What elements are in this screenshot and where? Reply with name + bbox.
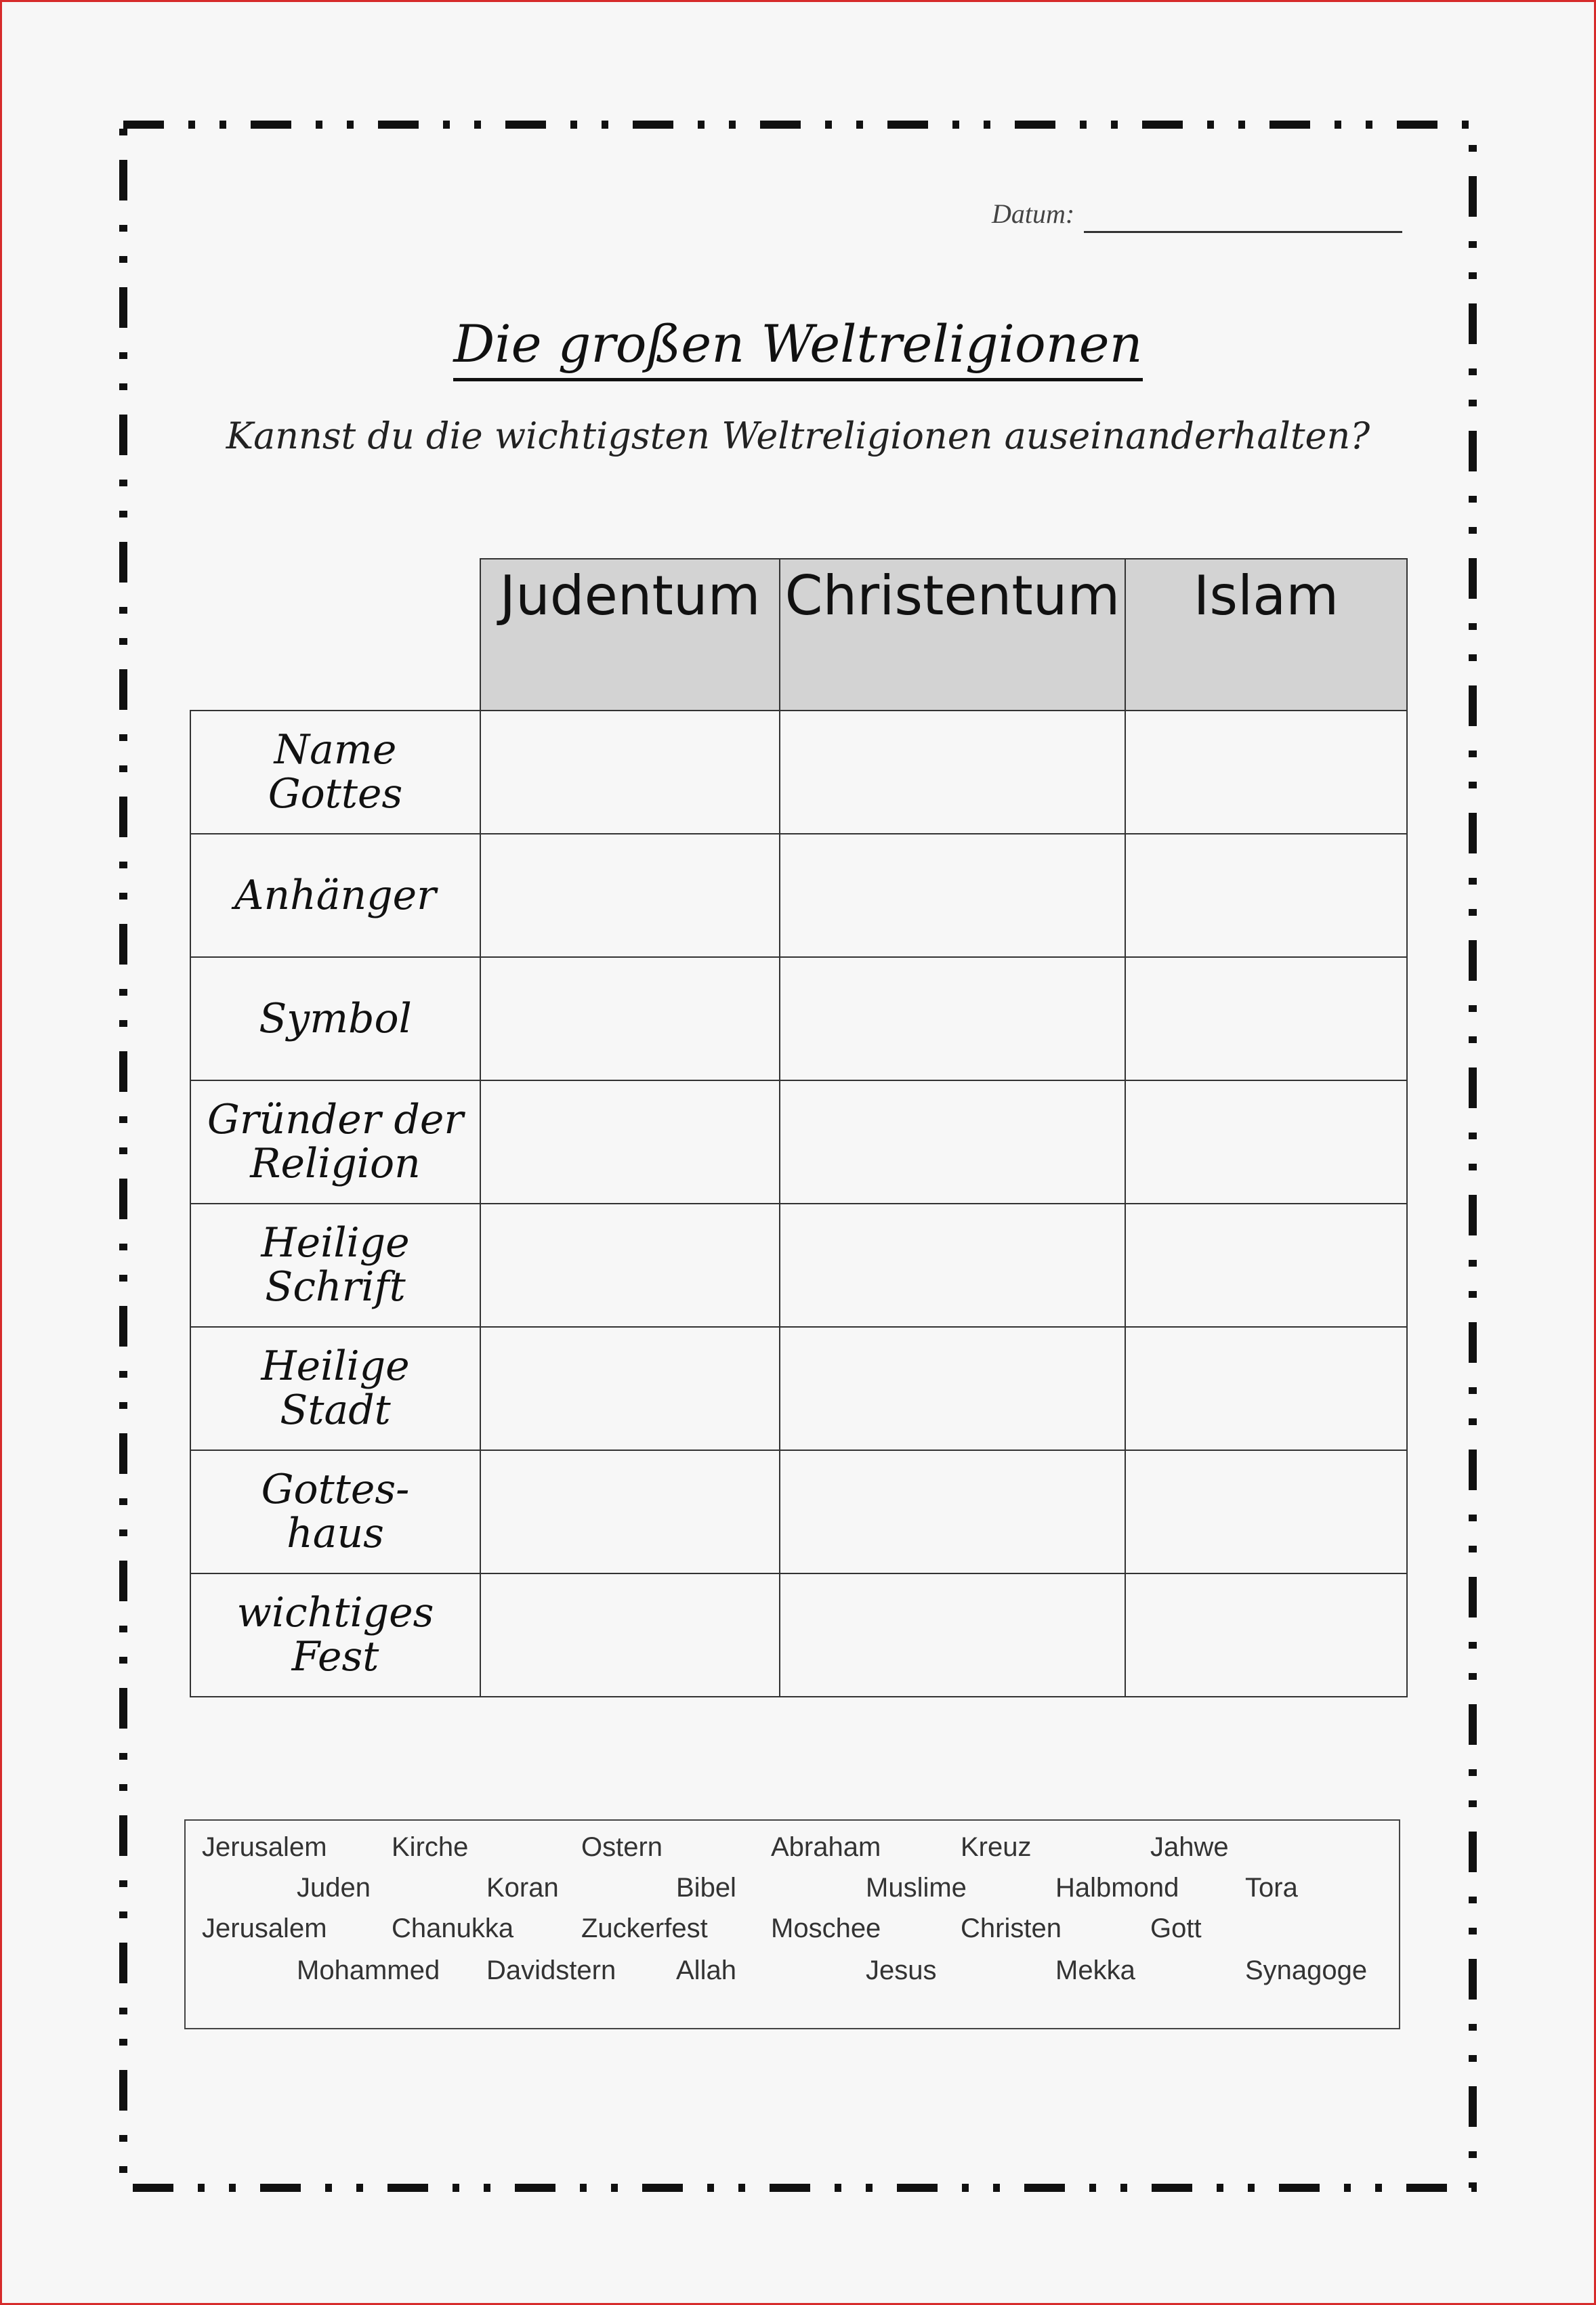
- row-label-line: Symbol: [259, 994, 412, 1042]
- date-blank-line[interactable]: [1084, 204, 1402, 233]
- word-bank-word: Halbmond: [1055, 1873, 1179, 1903]
- row-label-line: Stadt: [280, 1387, 391, 1434]
- table-row: [190, 834, 1407, 957]
- answer-cell[interactable]: [480, 711, 780, 834]
- word-bank-word: Mekka: [1055, 1955, 1135, 1985]
- row-label-line: Gottes: [268, 770, 403, 818]
- answer-cell[interactable]: [780, 1327, 1125, 1450]
- worksheet-title-text: Die großen Weltreligionen: [453, 314, 1142, 381]
- row-label-line: Heilige: [261, 1342, 410, 1391]
- row-label-line: Anhänger: [234, 871, 436, 919]
- answer-cell[interactable]: [480, 957, 780, 1080]
- row-label-line: wichtiges: [236, 1589, 434, 1637]
- word-bank-word: Davidstern: [486, 1955, 616, 1985]
- table-row: [190, 1327, 1407, 1450]
- answer-cell[interactable]: [1125, 1080, 1407, 1204]
- row-label: [190, 957, 480, 1080]
- word-bank-word: Ostern: [581, 1832, 663, 1862]
- word-bank-word: Mohammed: [297, 1955, 440, 1985]
- date-label: Datum:: [992, 198, 1075, 229]
- table-row: [190, 957, 1407, 1080]
- answer-cell[interactable]: [1125, 1204, 1407, 1327]
- word-bank-word: Juden: [297, 1873, 371, 1903]
- word-bank-word: Abraham: [771, 1832, 881, 1862]
- word-bank-word: Gott: [1150, 1913, 1202, 1943]
- row-label-line: Fest: [291, 1633, 379, 1680]
- answer-cell[interactable]: [780, 1573, 1125, 1697]
- answer-cell[interactable]: [1125, 834, 1407, 957]
- word-bank-word: Zuckerfest: [581, 1913, 708, 1943]
- row-label-line: haus: [287, 1510, 384, 1557]
- table-corner: [190, 559, 480, 711]
- worksheet-title: [0, 316, 1596, 373]
- word-bank-word: Tora: [1245, 1873, 1298, 1903]
- answer-cell[interactable]: [480, 834, 780, 957]
- table-row: [190, 1450, 1407, 1573]
- column-header: Islam: [1125, 559, 1407, 711]
- comparison-table: [190, 558, 1408, 1697]
- word-bank-word: Jerusalem: [202, 1913, 327, 1943]
- row-label: [190, 834, 480, 957]
- answer-cell[interactable]: [1125, 1327, 1407, 1450]
- row-label: [190, 1573, 480, 1697]
- word-bank-word: Moschee: [771, 1913, 881, 1943]
- table-row: [190, 1573, 1407, 1697]
- date-field[interactable]: [992, 192, 1402, 233]
- word-bank-word: Jahwe: [1150, 1832, 1229, 1862]
- answer-cell[interactable]: [1125, 957, 1407, 1080]
- word-bank-row: [186, 1953, 1399, 1987]
- row-label: [190, 1450, 480, 1573]
- word-bank-word: Kreuz: [961, 1832, 1032, 1862]
- word-bank-word: Allah: [676, 1955, 736, 1985]
- word-bank: [184, 1819, 1400, 2029]
- answer-cell[interactable]: [1125, 1573, 1407, 1697]
- answer-cell[interactable]: [480, 1080, 780, 1204]
- answer-cell[interactable]: [780, 834, 1125, 957]
- answer-cell[interactable]: [780, 1450, 1125, 1573]
- worksheet-subtitle: Kannst du die wichtigsten Weltreligionen auseinanderhalten?: [226, 415, 1370, 457]
- answer-cell[interactable]: [780, 957, 1125, 1080]
- row-label: [190, 1080, 480, 1204]
- row-label-line: Heilige: [261, 1219, 410, 1267]
- row-label: [190, 1204, 480, 1327]
- answer-cell[interactable]: [780, 711, 1125, 834]
- word-bank-word: Synagoge: [1245, 1955, 1368, 1985]
- answer-cell[interactable]: [780, 1204, 1125, 1327]
- answer-cell[interactable]: [1125, 711, 1407, 834]
- table-row: [190, 1204, 1407, 1327]
- answer-cell[interactable]: [480, 1573, 780, 1697]
- word-bank-word: Chanukka: [392, 1913, 514, 1943]
- column-header: Christentum: [780, 559, 1125, 711]
- row-label: [190, 1327, 480, 1450]
- table-row: [190, 711, 1407, 834]
- answer-cell[interactable]: [780, 1080, 1125, 1204]
- row-label-line: Religion: [250, 1140, 421, 1187]
- word-bank-row: [186, 1871, 1399, 1905]
- table-header-row: [190, 559, 1407, 711]
- answer-cell[interactable]: [480, 1327, 780, 1450]
- row-label-line: Gottes-: [261, 1466, 410, 1514]
- row-label-line: Schrift: [265, 1263, 406, 1311]
- answer-cell[interactable]: [480, 1450, 780, 1573]
- word-bank-row: [186, 1830, 1399, 1864]
- table-row: [190, 1080, 1407, 1204]
- answer-cell[interactable]: [1125, 1450, 1407, 1573]
- word-bank-word: Muslime: [866, 1873, 967, 1903]
- column-header: Judentum: [480, 559, 780, 711]
- word-bank-word: Christen: [961, 1913, 1062, 1943]
- row-label: [190, 711, 480, 834]
- answer-cell[interactable]: [480, 1204, 780, 1327]
- word-bank-word: Jesus: [866, 1955, 937, 1985]
- row-label-line: Name: [274, 726, 397, 774]
- word-bank-word: Bibel: [676, 1873, 736, 1903]
- word-bank-word: Koran: [486, 1873, 559, 1903]
- word-bank-row: [186, 1911, 1399, 1945]
- row-label-line: Gründer der: [207, 1096, 464, 1144]
- word-bank-word: Kirche: [392, 1832, 469, 1862]
- word-bank-word: Jerusalem: [202, 1832, 327, 1862]
